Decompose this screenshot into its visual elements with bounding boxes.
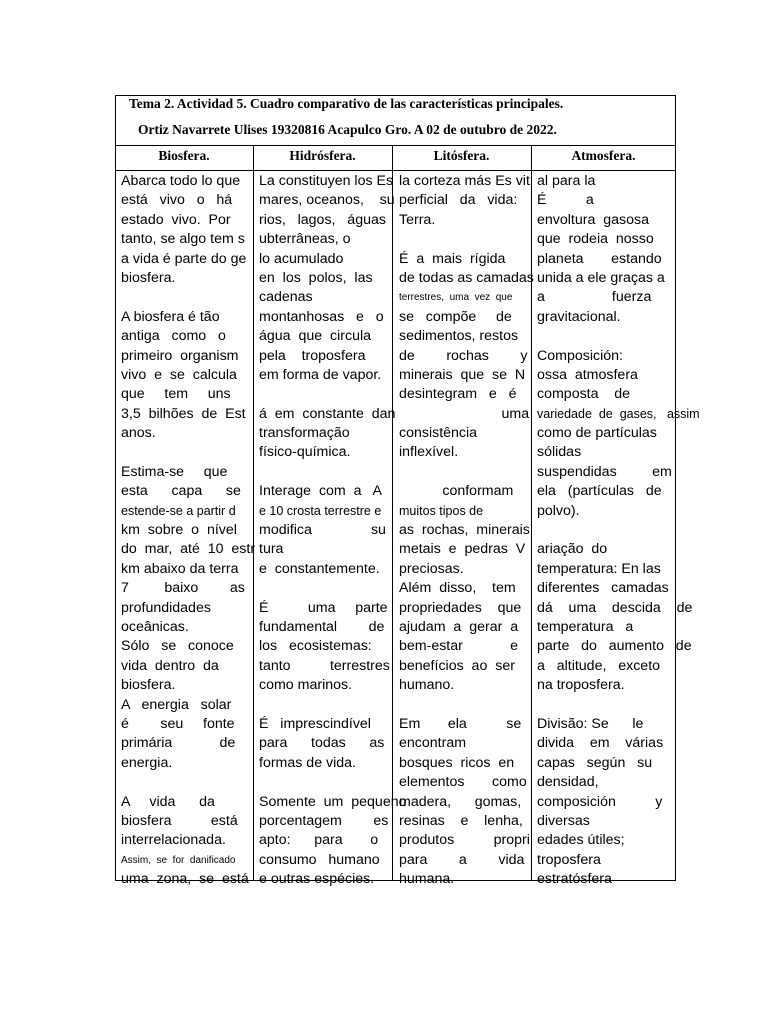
cell-line: que rodeia nosso bbox=[537, 231, 654, 248]
cell-line: anos. bbox=[121, 425, 156, 442]
cell-line bbox=[537, 327, 700, 346]
column-header-hidrosfera: Hidrósfera. bbox=[289, 148, 356, 163]
cell-line: formas de vida. bbox=[259, 754, 356, 771]
cell-line: temperatura: En las bbox=[537, 560, 661, 577]
cell-line: a altitude, exceto bbox=[537, 657, 661, 674]
cell-line: como de partículas bbox=[537, 425, 657, 442]
cell-line: Somente um pequeno bbox=[259, 793, 407, 810]
cell-line: ajudam a gerar a bbox=[399, 618, 519, 635]
cell-line: preciosas. bbox=[399, 560, 464, 577]
cell-line: tura bbox=[259, 541, 284, 558]
cell-line: diversas bbox=[537, 812, 590, 829]
cell-line: Terra. bbox=[399, 211, 436, 228]
cell-line: 7 baixo as bbox=[121, 580, 245, 597]
cell-line: ela (partículas de bbox=[537, 483, 662, 500]
cell-line: terrestres, uma vez que bbox=[399, 292, 513, 304]
cell-line: para a vida bbox=[399, 851, 525, 868]
cell-line: capas según su bbox=[537, 754, 653, 771]
cell-line: interrelacionada. bbox=[121, 832, 226, 849]
cell-line: lo acumulado bbox=[259, 250, 344, 267]
cell-line: la corteza más Es vit bbox=[399, 173, 530, 189]
cell-line: Assim, se for danificado bbox=[121, 854, 236, 866]
cell-line: uma zona, se está bbox=[121, 871, 249, 888]
cell-line: para todas as bbox=[259, 735, 385, 752]
cell-line: resinas e lenha, bbox=[399, 812, 523, 829]
cell-line: á em constante dan bbox=[259, 405, 396, 422]
cell-line: perficial da vida: bbox=[399, 192, 518, 209]
cell-line: se compõe de bbox=[399, 308, 512, 325]
cell-line: primária de bbox=[121, 735, 236, 752]
cell-line: minerais que se N bbox=[399, 366, 526, 383]
cell-line bbox=[537, 696, 700, 715]
cell-line: oceânicas. bbox=[121, 618, 189, 635]
cell-line: km sobre o nível bbox=[121, 522, 237, 539]
column-header-biosfera: Biosfera. bbox=[158, 148, 210, 163]
cell-line: biosfera. bbox=[121, 677, 176, 694]
cell-line: unida a ele graças a bbox=[537, 269, 665, 286]
cell-line: vida dentro da bbox=[121, 657, 219, 674]
cell-line: Divisão: Se le bbox=[537, 715, 644, 732]
cell-line: sólidas bbox=[537, 444, 582, 461]
cell-line: estratósfera bbox=[537, 871, 612, 888]
cell-line: É a mais rígida bbox=[399, 250, 506, 267]
cell-line: transformação bbox=[259, 425, 350, 442]
cell-line: troposfera bbox=[537, 851, 601, 868]
cell-line bbox=[399, 230, 534, 249]
atmosfera-cell bbox=[537, 172, 700, 889]
cell-line bbox=[121, 288, 255, 307]
cell-line: físico-química. bbox=[259, 444, 351, 461]
cell-line bbox=[259, 696, 407, 715]
cell-line: Sólo se conoce bbox=[121, 638, 234, 655]
cell-line: a vida é parte do ge bbox=[121, 250, 247, 267]
cell-line: humano. bbox=[399, 677, 455, 694]
cell-line bbox=[259, 385, 407, 404]
cell-line: edades útiles; bbox=[537, 832, 625, 849]
cell-line: estado vivo. Por bbox=[121, 211, 231, 228]
cell-line: elementos como bbox=[399, 774, 527, 791]
cell-line: La constituyen los Es bbox=[259, 173, 394, 189]
cell-line: Interage com a A bbox=[259, 483, 383, 500]
cell-line: profundidades bbox=[121, 599, 211, 616]
cell-line: biosfera está bbox=[121, 812, 238, 829]
cell-line: consumo humano bbox=[259, 851, 380, 868]
cell-line: e outras espécies. bbox=[259, 871, 375, 888]
cell-line: consistência bbox=[399, 425, 478, 442]
cell-line bbox=[121, 443, 255, 462]
cell-line: sedimentos, restos bbox=[399, 328, 519, 345]
cell-line: as rochas, minerais bbox=[399, 522, 530, 539]
cell-line: composta de bbox=[537, 386, 631, 403]
cell-line: Abarca todo lo que bbox=[121, 173, 241, 189]
cell-line: a fuerza bbox=[537, 289, 652, 306]
cell-line: estende-se a partir d bbox=[121, 503, 236, 518]
cell-line: É uma parte bbox=[259, 599, 388, 616]
cell-line: polvo). bbox=[537, 502, 580, 519]
cell-line: energia. bbox=[121, 754, 173, 771]
cell-line: Composición: bbox=[537, 347, 623, 364]
cell-line: fundamental de bbox=[259, 618, 385, 635]
cell-line: metais e pedras V bbox=[399, 541, 526, 558]
cell-line: primeiro organism bbox=[121, 347, 239, 364]
cell-line: bosques ricos en bbox=[399, 754, 515, 771]
cell-line: vivo e se calcula bbox=[121, 366, 237, 383]
cell-line: envoltura gasosa bbox=[537, 211, 649, 228]
cell-line: como marinos. bbox=[259, 677, 353, 694]
table-title: Tema 2. Actividad 5. Cuadro comparativo de las características principales. bbox=[129, 96, 564, 111]
cell-line: diferentes camadas bbox=[537, 580, 669, 597]
cell-line bbox=[259, 463, 407, 482]
cell-line: muitos tipos de bbox=[399, 503, 484, 518]
cell-line bbox=[399, 696, 534, 715]
cell-line: encontram bbox=[399, 735, 467, 752]
cell-line: biosfera. bbox=[121, 269, 176, 286]
cell-line: suspendidas em bbox=[537, 463, 672, 480]
cell-line: Estima-se que bbox=[121, 463, 228, 480]
cell-line: en los polos, las bbox=[259, 269, 373, 286]
biosfera-cell bbox=[121, 172, 255, 889]
cell-line: do mar, até 10 estr bbox=[121, 541, 256, 558]
cell-line: 3,5 bilhões de Est bbox=[121, 405, 246, 422]
cell-line bbox=[121, 773, 255, 792]
cell-line: los ecosistemas: bbox=[259, 638, 372, 655]
cell-line: é seu fonte bbox=[121, 715, 235, 732]
cell-line: porcentagem es bbox=[259, 812, 389, 829]
cell-line: que tem uns bbox=[121, 386, 231, 403]
cell-line: Em ela se bbox=[399, 715, 522, 732]
cell-line: esta capa se bbox=[121, 483, 241, 500]
cell-line: ubterrâneas, o bbox=[259, 231, 351, 248]
cell-line bbox=[259, 579, 407, 598]
author-line: Ortiz Navarrete Ulises 19320816 Acapulco Gro. A 02 de outubro de 2022. bbox=[138, 122, 557, 137]
cell-line: pela troposfera bbox=[259, 347, 366, 364]
cell-line: rios, lagos, águas bbox=[259, 211, 386, 228]
cell-line: densidad, bbox=[537, 774, 599, 791]
cell-line: em forma de vapor. bbox=[259, 366, 382, 383]
cell-line: benefícios ao ser bbox=[399, 657, 515, 674]
cell-line: madera, gomas, bbox=[399, 793, 522, 810]
cell-line: propriedades que bbox=[399, 599, 522, 616]
cell-line bbox=[259, 773, 407, 792]
cell-line: modifica su bbox=[259, 522, 386, 539]
cell-line: e constantemente. bbox=[259, 560, 380, 577]
cell-line: temperatura a bbox=[537, 618, 634, 635]
cell-line: inflexível. bbox=[399, 444, 459, 461]
cell-line: apto: para o bbox=[259, 832, 379, 849]
cell-line: ossa atmosfera bbox=[537, 366, 638, 383]
cell-line: mares, oceanos, su bbox=[259, 192, 395, 209]
cell-line: variedade de gases, assim bbox=[537, 406, 700, 421]
cell-line: conformam bbox=[399, 483, 514, 500]
cell-line: A energia solar bbox=[121, 696, 232, 713]
cell-line: dá uma descida de bbox=[537, 599, 693, 616]
column-header-divider bbox=[115, 170, 676, 171]
cell-line: água que circula bbox=[259, 328, 371, 345]
cell-line: parte do aumento de bbox=[537, 638, 692, 655]
cell-line: planeta estando bbox=[537, 250, 662, 267]
cell-line: tanto, se algo tem s bbox=[121, 231, 245, 248]
column-header-litosfera: Litósfera. bbox=[433, 148, 490, 163]
cell-line: gravitacional. bbox=[537, 308, 621, 325]
cell-line bbox=[399, 463, 534, 482]
cell-line: A biosfera é tão bbox=[121, 308, 220, 325]
cell-line: produtos propri bbox=[399, 832, 530, 849]
cell-line: al para la bbox=[537, 173, 596, 189]
cell-line: divida em várias bbox=[537, 735, 664, 752]
hidrosfera-cell bbox=[259, 172, 407, 889]
cell-line: na troposfera. bbox=[537, 677, 625, 694]
cell-line: montanhosas e o bbox=[259, 308, 384, 325]
cell-line: desintegram e é bbox=[399, 386, 517, 403]
cell-line: Além disso, tem bbox=[399, 580, 516, 597]
cell-line: cadenas bbox=[259, 289, 313, 306]
cell-line: uma bbox=[399, 405, 530, 422]
cell-line: É a bbox=[537, 192, 594, 209]
cell-line: de todas as camadas bbox=[399, 269, 534, 286]
cell-line: A vida da bbox=[121, 793, 215, 810]
header-divider bbox=[115, 145, 676, 146]
litosfera-cell bbox=[399, 172, 534, 889]
column-header-atmosfera: Atmosfera. bbox=[571, 148, 636, 163]
cell-line: está vivo o há bbox=[121, 192, 233, 209]
cell-line: humana. bbox=[399, 871, 455, 888]
cell-line: antiga como o bbox=[121, 328, 226, 345]
cell-line bbox=[537, 521, 700, 540]
cell-line: km abaixo da terra bbox=[121, 560, 239, 577]
cell-line: É imprescindível bbox=[259, 715, 371, 732]
cell-line: composición y bbox=[537, 793, 663, 810]
cell-line: e 10 crosta terrestre e bbox=[259, 503, 382, 518]
cell-line: bem-estar e bbox=[399, 638, 519, 655]
cell-line: de rochas y bbox=[399, 347, 528, 364]
cell-line: ariação do bbox=[537, 541, 608, 558]
cell-line: tanto terrestres bbox=[259, 657, 390, 674]
